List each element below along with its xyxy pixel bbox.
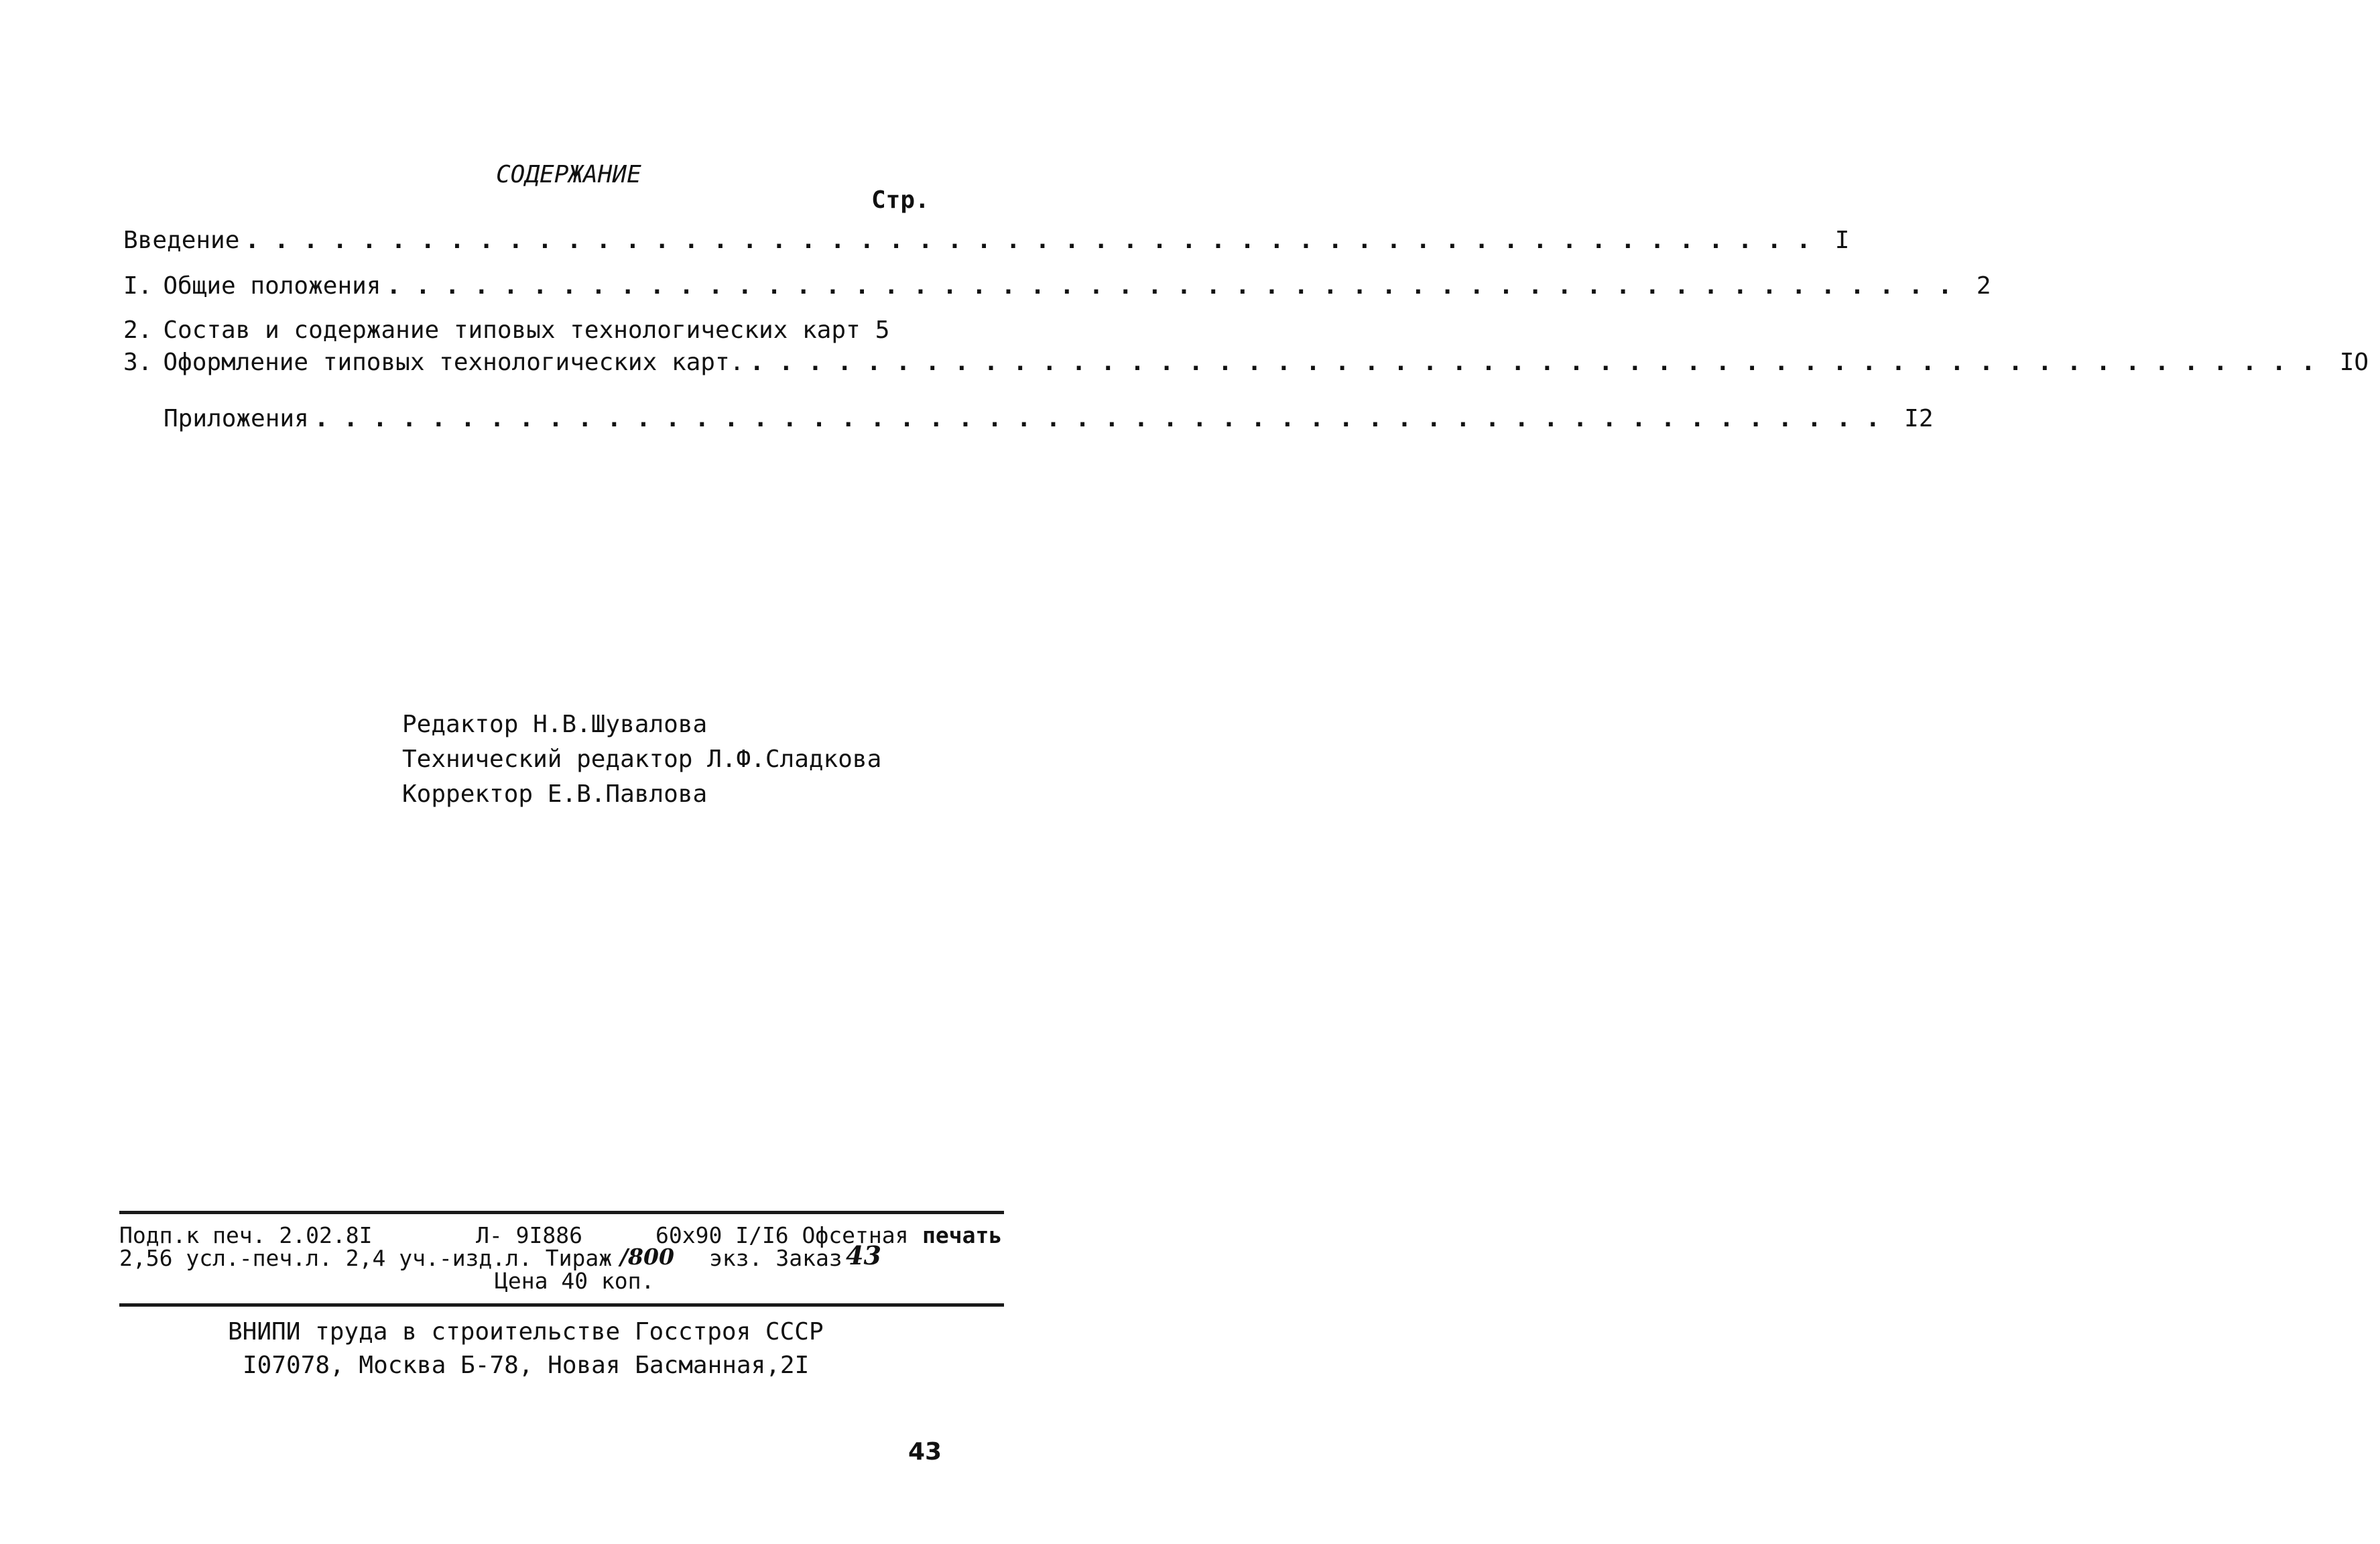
imprint-order-handwritten: 43 [846,1240,881,1270]
toc-entry-page: 5 [875,316,890,344]
toc-entry-number: 3. [123,349,153,376]
toc-entry-composition [123,316,907,349]
toc-entry-appendices [164,405,1934,437]
imprint-price: Цена 40 коп. [495,1268,655,1294]
toc-entry-page: I [1834,227,1850,254]
toc-leader-dots: ...................................................... [314,405,1895,432]
publisher-name: ВНИПИ труда в строительстве Госстроя СССР [228,1318,824,1346]
toc-page-header: Стр. [871,186,930,214]
tech-editor-credit: Технический редактор Л.Ф.Сладкова [402,746,882,773]
toc-leader-dots: ...................................................... [386,272,1967,300]
toc-entry-general [123,272,1991,304]
imprint-format: 60x90 I/I6 Офсетная [655,1222,909,1248]
imprint-signed: Подп.к печ. 2.02.8I [119,1222,373,1248]
imprint-volume: 2,56 усл.-печ.л. 2,4 уч.-изд.л. Тираж [119,1245,613,1271]
toc-entry-label: Введение [123,227,240,254]
toc-entry-page: 2 [1976,272,1991,300]
publisher-address: I07078, Москва Б-78, Новая Басманная,2I [243,1352,810,1379]
editor-credit: Редактор Н.В.Шувалова [402,711,708,738]
toc-entry-label: Состав и содержание типовых технологических карт [163,316,861,344]
imprint-copies: экз. Заказ [709,1245,842,1271]
toc-entry-page: I2 [1904,405,1934,432]
imprint-print-type: печать [922,1222,1003,1248]
page-number: 43 [908,1438,942,1466]
imprint-run-handwritten: /800 [620,1244,674,1270]
toc-leader-dots: ...................................................... [245,227,1826,254]
corrector-credit: Корректор Е.В.Павлова [402,780,708,808]
toc-entry-number: I. [123,272,153,300]
toc-entry-label: Общие положения [163,272,381,300]
imprint-bottom-rule [119,1303,1004,1307]
toc-entry-label: Приложения [164,405,309,432]
toc-leader-dots: ...................................................... [749,349,2330,376]
toc-entry-number: 2. [123,316,153,344]
toc-entry-introduction [123,227,1850,259]
toc-entry-formatting [123,349,2369,381]
toc-entry-label: Оформление типовых технологических карт. [163,349,745,376]
imprint-top-rule [119,1211,1004,1214]
toc-entry-page: IO [2339,349,2369,376]
imprint-license: Л- 9I886 [476,1222,582,1248]
toc-title: СОДЕРЖАНИЕ [496,161,641,188]
